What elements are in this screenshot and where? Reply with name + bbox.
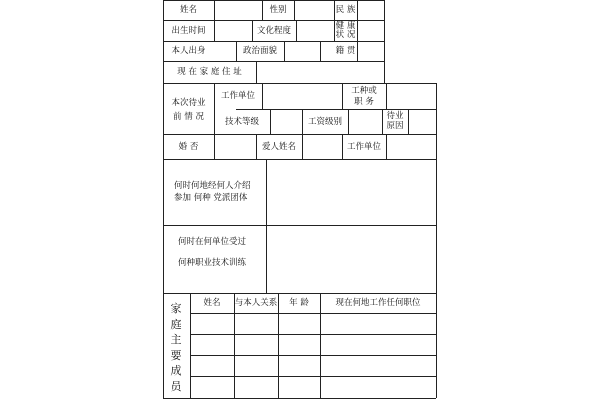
rule: [296, 20, 297, 41]
rule: [348, 109, 349, 134]
family-header-relation: 与本人关系: [234, 298, 278, 308]
job-type-label-line1: 工种或: [351, 86, 377, 96]
political-status-label: 政治面貌: [242, 46, 277, 56]
home-address-label: 现 在 家 庭 住 址: [177, 67, 242, 77]
vocational-training-line1: 何时在何单位受过: [178, 237, 247, 247]
birth-date-label: 出生时间: [171, 26, 206, 36]
rule: [270, 109, 271, 134]
employment-label-line2: 前 情 况: [173, 112, 204, 122]
health-label-line1: 健 康: [335, 21, 356, 31]
rule: [163, 0, 164, 398]
family-header-name: 姓名: [203, 298, 221, 308]
employment-label-line1: 本次待业: [171, 98, 206, 108]
party-intro-line1: 何时何地经何人介绍: [174, 181, 251, 191]
rule: [386, 134, 387, 159]
rule: [214, 0, 215, 41]
ethnicity-label: 民 族: [335, 5, 356, 15]
rule: [190, 293, 191, 398]
rule: [214, 134, 215, 159]
rule: [234, 293, 235, 398]
rule: [320, 293, 321, 398]
family-header-age: 年 龄: [289, 298, 309, 308]
name-label: 姓名: [179, 5, 197, 15]
tech-grade-label: 技术等级: [224, 117, 259, 127]
work-unit-label: 工作单位: [220, 91, 255, 101]
family-members-label: 家庭主要成员: [170, 302, 182, 393]
rule: [190, 355, 436, 356]
gender-label: 性别: [269, 5, 287, 15]
rule: [384, 0, 385, 83]
rule: [163, 398, 436, 399]
rule: [284, 41, 285, 61]
rule: [190, 376, 436, 377]
origin-label: 本人出身: [171, 46, 206, 56]
rule: [163, 83, 436, 84]
rule: [294, 0, 295, 20]
vocational-training-line2: 何种职业技术训练: [178, 258, 247, 268]
rule: [163, 61, 384, 62]
education-label: 文化程度: [256, 26, 291, 36]
rule: [163, 225, 436, 226]
rule: [302, 134, 303, 159]
rule: [266, 159, 267, 293]
rule: [436, 83, 437, 398]
rule: [163, 134, 436, 135]
rule: [408, 109, 409, 134]
job-type-label-line2: 职 务: [354, 97, 374, 107]
health-label-line2: 状 况: [335, 30, 356, 40]
rule: [190, 334, 436, 335]
unemployment-reason-line1: 待业: [386, 111, 404, 121]
rule: [262, 83, 263, 109]
rule: [256, 61, 257, 83]
rule: [236, 109, 436, 110]
unemployment-reason-line2: 原因: [386, 121, 404, 131]
rule: [190, 313, 436, 314]
party-intro-line2: 参加 何种 党派团体: [174, 193, 248, 203]
native-place-label: 籍 贯: [335, 46, 356, 56]
spouse-name-label: 爱人姓名: [261, 142, 296, 152]
rule: [386, 83, 387, 109]
rule: [163, 293, 436, 294]
rule: [163, 159, 436, 160]
rule: [163, 0, 384, 1]
rule: [357, 0, 358, 61]
family-header-position: 现在何地工作任何职位: [335, 298, 421, 308]
spouse-work-unit-label: 工作单位: [346, 142, 381, 152]
rule: [320, 41, 321, 61]
rule: [163, 41, 384, 42]
marital-status-label: 婚 否: [178, 142, 199, 152]
rule: [278, 293, 279, 398]
wage-grade-label: 工资级别: [307, 117, 342, 127]
